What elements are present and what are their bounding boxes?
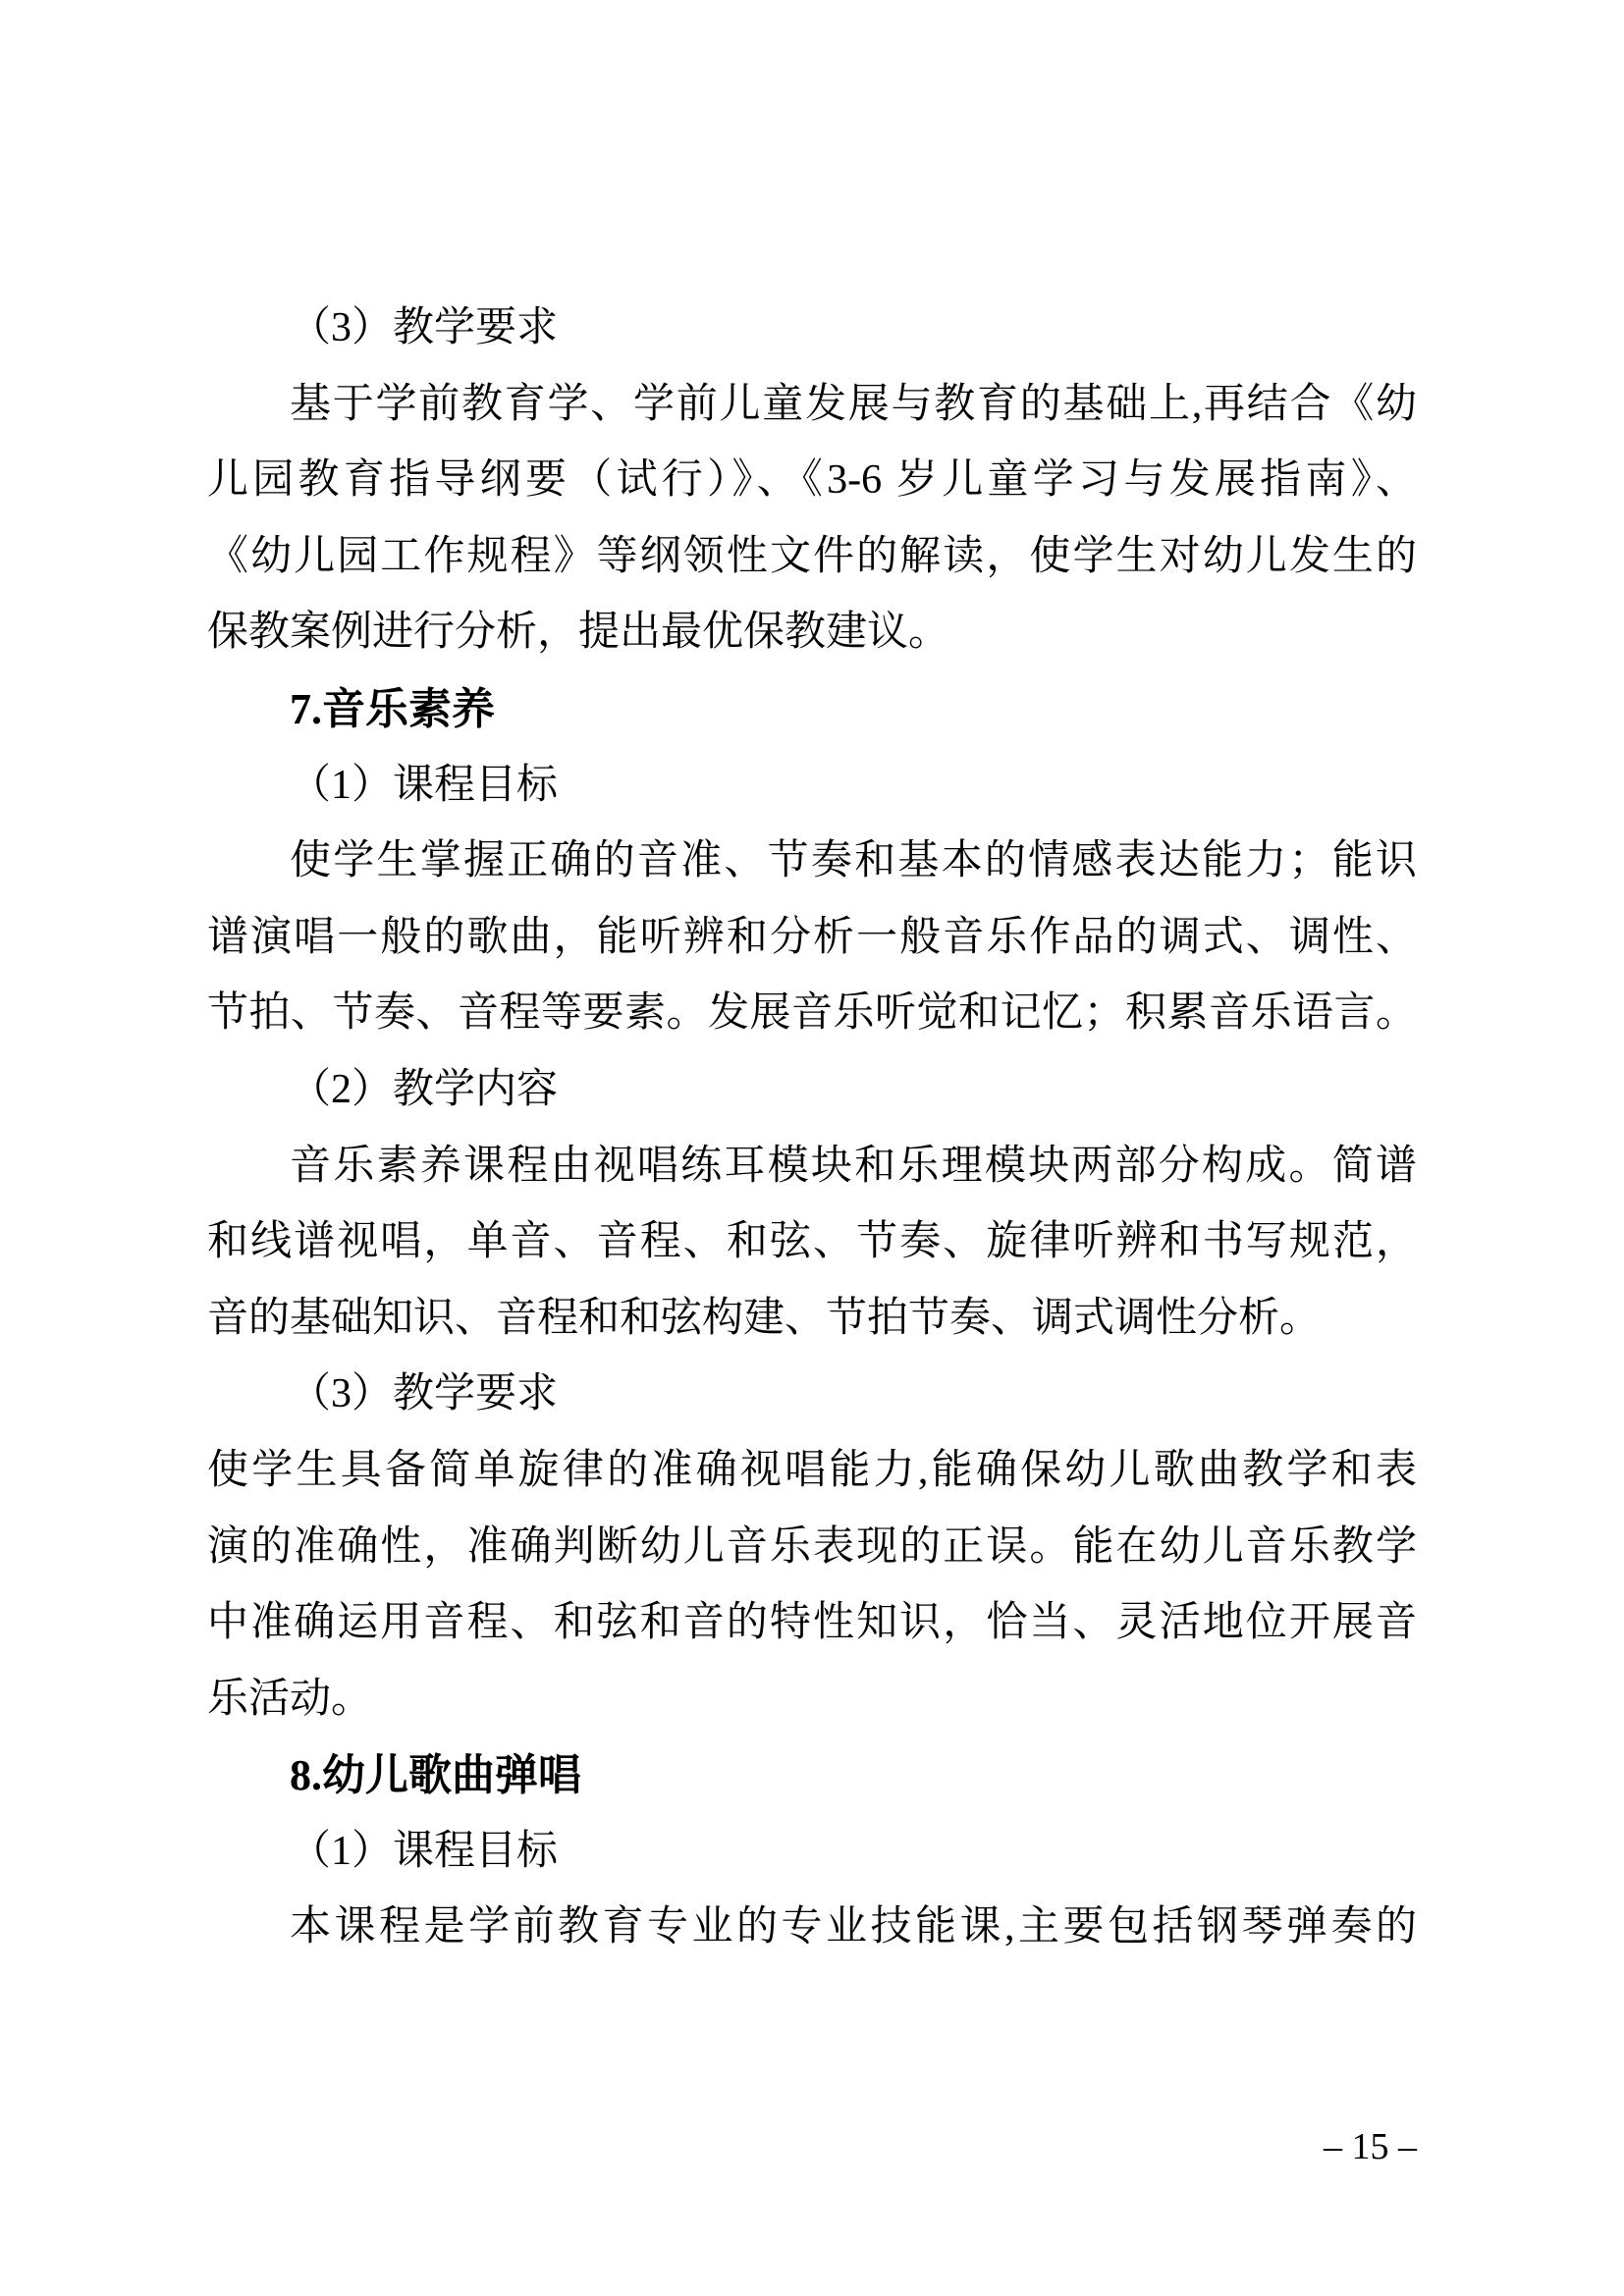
body-text-line: 和线谱视唱，单音、音程、和弦、节奏、旋律听辨和书写规范，	[207, 1219, 1417, 1265]
document-body	[207, 291, 1417, 1966]
body-text-line: 乐活动。	[207, 1676, 373, 1722]
body-text-line: 基于学前教育学、学前儿童发展与教育的基础上,再结合《幼	[290, 381, 1417, 427]
section-heading-7: 7.音乐素养	[290, 684, 495, 733]
section-heading-8: 8.幼儿歌曲弹唱	[290, 1751, 581, 1800]
subsection-label: （3）教学要求	[290, 305, 559, 350]
body-text-line: 《幼儿园工作规程》等纲领性文件的解读，使学生对幼儿发生的	[207, 533, 1417, 579]
body-text-line: 谱演唱一般的歌曲，能听辨和分析一般音乐作品的调式、调性、	[207, 914, 1417, 960]
subsection-label: （3）教学要求	[290, 1371, 559, 1417]
body-text-line: 节拍、节奏、音程等要素。发展音乐听觉和记忆；积累音乐语言。	[207, 990, 1417, 1037]
subsection-label: （2）教学内容	[290, 1066, 559, 1112]
body-text-line: 中准确运用音程、和弦和音的特性知识，恰当、灵活地位开展音	[207, 1600, 1417, 1646]
subsection-label: （1）课程目标	[290, 762, 559, 808]
body-text-line: 本课程是学前教育专业的专业技能课,主要包括钢琴弹奏的	[290, 1904, 1417, 1950]
body-text-line: 使学生具备简单旋律的准确视唱能力,能确保幼儿歌曲教学和表	[207, 1447, 1417, 1493]
body-text-line: 保教案例进行分析，提出最优保教建议。	[207, 610, 950, 656]
body-text-line: 儿园教育指导纲要（试行）》、《3-6 岁儿童学习与发展指南》、	[207, 457, 1417, 504]
page-number: – 15 –	[1324, 2126, 1417, 2167]
subsection-label: （1）课程目标	[290, 1828, 559, 1874]
body-text-line: 音乐素养课程由视唱练耳模块和乐理模块两部分构成。简谱	[290, 1143, 1417, 1189]
body-text-line: 使学生掌握正确的音准、节奏和基本的情感表达能力；能识	[290, 838, 1417, 884]
body-text-line: 演的准确性，准确判断幼儿音乐表现的正误。能在幼儿音乐教学	[207, 1523, 1417, 1570]
body-text-line: 音的基础知识、音程和和弦构建、节拍节奏、调式调性分析。	[207, 1295, 1322, 1341]
